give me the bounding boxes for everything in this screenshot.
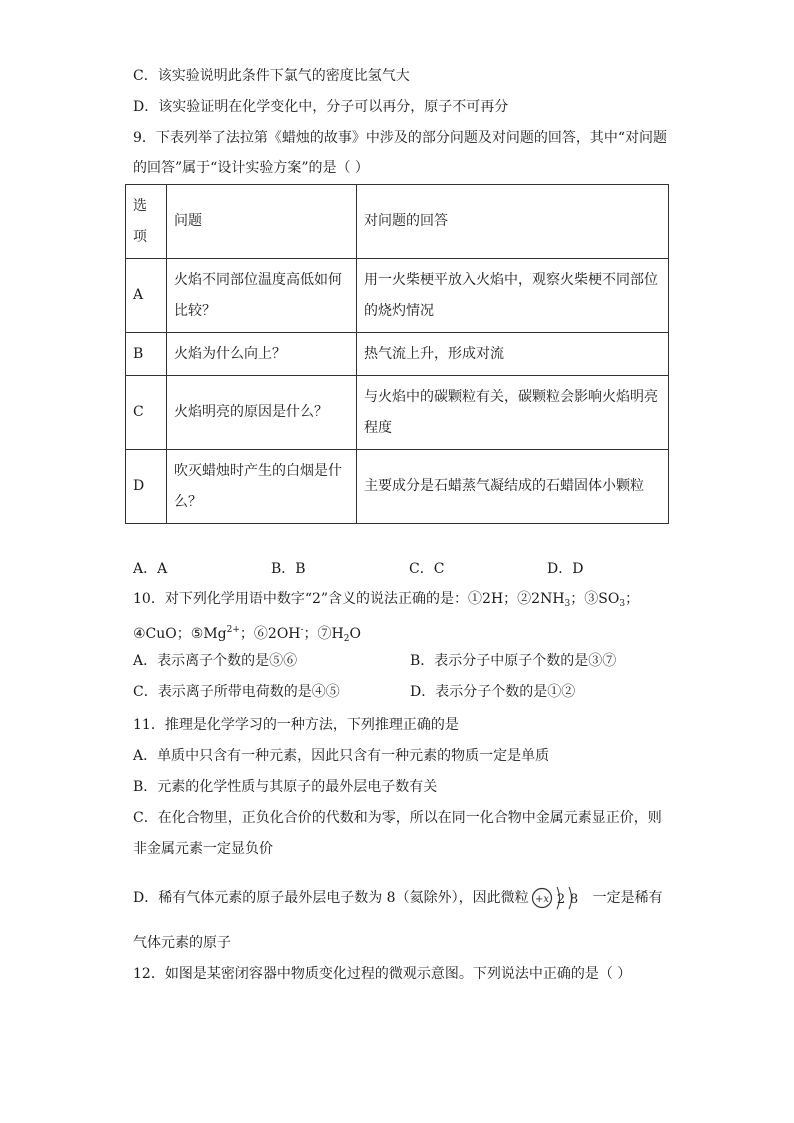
q12-stem: 12．如图是某密闭容器中物质变化过程的微观示意图。下列说法中正确的是（ ） bbox=[133, 966, 632, 982]
row-question: 吹灭蜡烛时产生的白烟是什么？ bbox=[167, 450, 357, 524]
table-row bbox=[126, 259, 669, 333]
row-option: B bbox=[126, 333, 167, 376]
shell-1-electrons: 2 bbox=[556, 892, 565, 907]
formula-text: ⑥2OH bbox=[253, 626, 301, 642]
q9-stem-line1: 9．下表列举了法拉第《蜡烛的故事》中涉及的部分问题及对问题的回答，其中“对问题 bbox=[133, 130, 668, 146]
q10-formula-3 bbox=[584, 591, 639, 607]
formula-text: O bbox=[349, 626, 361, 642]
q11-option-c-line1: C．在化合物里，正负化合价的代数和为零，所以在同一化合物中金属元素显正价，则 bbox=[133, 810, 662, 826]
q11-option-d-line2: 气体元素的原子 bbox=[133, 935, 231, 951]
header-question: 问题 bbox=[167, 185, 357, 259]
q11-option-d-line1 bbox=[133, 884, 663, 912]
q10-stem-text: 10．对下列化学用语中数字“2”含义的说法正确的是： bbox=[133, 591, 469, 607]
row-answer: 用一火柴梗平放入火焰中，观察火柴梗不同部位的烧灼情况 bbox=[357, 259, 669, 333]
q10-option-c: C．表示离子所带电荷数的是④⑤ bbox=[133, 684, 340, 700]
q11-stem: 11．推理是化学学习的一种方法，下列推理正确的是 bbox=[133, 717, 459, 733]
q11-option-d-text-end: 一定是稀有 bbox=[592, 890, 663, 906]
q11-option-d-text: D．稀有气体元素的原子最外层电子数为 8（氦除外），因此微粒 bbox=[133, 890, 529, 906]
q11-option-b: B．元素的化学性质与其原子的最外层电子数有关 bbox=[133, 779, 438, 795]
q10-formula-6 bbox=[254, 626, 318, 642]
formula-subscript: 3 bbox=[619, 599, 626, 609]
header-option: 选项 bbox=[126, 185, 167, 259]
q9-choice-d: D．D bbox=[547, 561, 584, 577]
formula-text: ②2NH bbox=[517, 591, 565, 607]
q10-formula-2 bbox=[517, 591, 584, 607]
header-answer: 对问题的回答 bbox=[357, 185, 669, 259]
formula-separator: ； bbox=[625, 591, 640, 607]
row-option: C bbox=[126, 376, 167, 450]
q10-stem bbox=[133, 589, 639, 614]
q10-option-b: B．表示分子中原子个数的是③⑦ bbox=[410, 653, 617, 669]
row-question: 火焰明亮的原因是什么？ bbox=[167, 376, 357, 450]
q10-formula-5 bbox=[191, 626, 254, 642]
q9-table bbox=[125, 184, 669, 524]
nucleus-charge-label: +x bbox=[534, 894, 549, 905]
row-answer: 热气流上升，形成对流 bbox=[357, 333, 669, 376]
q10-formula-4: ④CuO； bbox=[133, 626, 191, 642]
formula-subscript: 3 bbox=[564, 599, 571, 609]
q9-choice-b: B．B bbox=[271, 561, 306, 577]
formula-separator: ； bbox=[570, 591, 585, 607]
formula-superscript: - bbox=[300, 625, 304, 635]
q11-option-c-line2: 非金属元素一定显负价 bbox=[133, 841, 273, 857]
formula-text: ⑦H bbox=[317, 626, 344, 642]
formula-subscript: 2 bbox=[343, 634, 350, 644]
q9-choices bbox=[133, 558, 653, 578]
shell-2-electrons: 8 bbox=[569, 892, 578, 907]
atom-structure-diagram bbox=[531, 884, 591, 912]
q11-option-a: A．单质中只含有一种元素，因此只含有一种元素的物质一定是单质 bbox=[133, 748, 550, 764]
row-option: A bbox=[126, 259, 167, 333]
row-question: 火焰为什么向上？ bbox=[167, 333, 357, 376]
formula-text: ③SO bbox=[584, 591, 620, 607]
q10-option-a: A．表示离子个数的是⑤⑥ bbox=[133, 653, 298, 669]
q9-choice-c: C．C bbox=[409, 561, 445, 577]
q8-option-c: C．该实验说明此条件下氯气的密度比氢气大 bbox=[133, 68, 410, 84]
q9-stem-line2: 的回答”属于“设计实验方案”的是（ ） bbox=[133, 160, 369, 176]
formula-text: ⑤Mg bbox=[190, 626, 227, 642]
q10-formula-7 bbox=[318, 626, 361, 642]
formula-separator: ； bbox=[239, 626, 254, 642]
row-question: 火焰不同部位温度高低如何比较？ bbox=[167, 259, 357, 333]
q10-formula-1: ①2H； bbox=[468, 591, 518, 607]
q8-option-d: D．该实验证明在化学变化中，分子可以再分，原子不可再分 bbox=[133, 99, 509, 115]
formula-superscript: 2+ bbox=[226, 625, 240, 635]
row-answer: 主要成分是石蜡蒸气凝结成的石蜡固体小颗粒 bbox=[357, 450, 669, 524]
q10-formulas-line2 bbox=[133, 620, 361, 649]
q9-choice-a: A．A bbox=[133, 561, 168, 577]
formula-separator: ； bbox=[303, 626, 318, 642]
table-row bbox=[126, 333, 669, 376]
row-answer: 与火焰中的碳颗粒有关，碳颗粒会影响火焰明亮程度 bbox=[357, 376, 669, 450]
row-option: D bbox=[126, 450, 167, 524]
table-header-row bbox=[126, 185, 669, 259]
table-row bbox=[126, 450, 669, 524]
q10-option-d: D．表示分子个数的是①② bbox=[410, 684, 576, 700]
table-row bbox=[126, 376, 669, 450]
